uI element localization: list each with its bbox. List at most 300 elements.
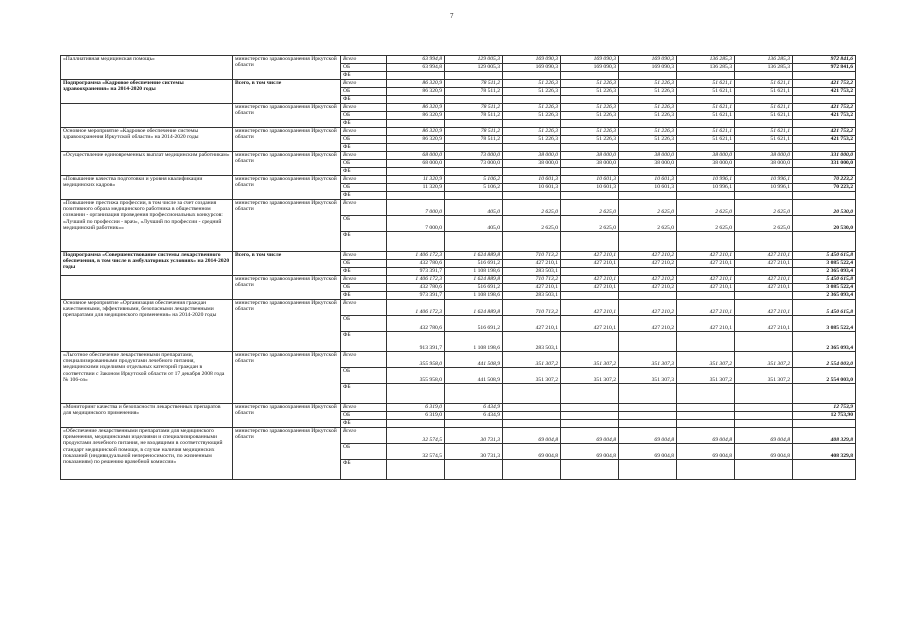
amount-cell: 69 004,8	[619, 444, 677, 460]
amount-cell: 63 994,8	[387, 64, 445, 72]
amount-cell: 972 841,6	[793, 64, 856, 72]
amount-cell: 136 285,3	[677, 56, 735, 64]
funding-source: ФБ	[341, 120, 387, 128]
amount-cell: 51 226,3	[503, 88, 561, 96]
amount-cell: 86 320,9	[387, 128, 445, 136]
measure-name: «Повышение качества подготовки и уровня квалификации медицинских кадров»	[61, 176, 233, 200]
amount-cell: 38 000,0	[735, 160, 793, 168]
amount-cell: 51 226,3	[561, 136, 619, 144]
amount-cell: 38 000,0	[619, 152, 677, 160]
amount-cell	[735, 404, 793, 412]
amount-cell: 427 210,2	[619, 252, 677, 260]
amount-cell	[677, 192, 735, 200]
amount-cell: 38 000,0	[677, 152, 735, 160]
amount-cell: 7 000,0	[387, 200, 445, 216]
amount-cell: 51 621,1	[677, 112, 735, 120]
amount-cell: 516 691,2	[445, 316, 503, 332]
amount-cell: 1 108 198,6	[445, 292, 503, 300]
funding-source: ОБ	[341, 136, 387, 144]
amount-cell	[503, 232, 561, 252]
amount-cell: 6 434,9	[445, 412, 503, 420]
amount-cell: 432 780,6	[387, 284, 445, 292]
amount-cell: 516 691,2	[445, 260, 503, 268]
amount-cell: 3 085 522,4	[793, 260, 856, 268]
amount-cell: 73 000,0	[445, 160, 503, 168]
amount-cell	[619, 292, 677, 300]
amount-cell: 6 319,0	[387, 412, 445, 420]
funding-source: Всего	[341, 276, 387, 284]
amount-cell: 331 000,0	[793, 152, 856, 160]
amount-cell: 51 621,1	[735, 88, 793, 96]
amount-cell: 1 108 198,6	[445, 268, 503, 276]
amount-cell: 2 625,0	[619, 216, 677, 232]
amount-cell: 2 625,0	[735, 216, 793, 232]
amount-cell: 710 713,2	[503, 252, 561, 260]
amount-cell: 427 210,1	[677, 260, 735, 268]
amount-cell: 10 601,3	[503, 176, 561, 184]
measure-name	[61, 276, 233, 300]
amount-cell: 421 753,2	[793, 136, 856, 144]
amount-cell: 432 780,6	[387, 260, 445, 268]
amount-cell	[387, 232, 445, 252]
funding-source: ОБ	[341, 368, 387, 384]
funding-source: ФБ	[341, 144, 387, 152]
amount-cell	[387, 460, 445, 480]
amount-cell	[561, 412, 619, 420]
amount-cell: 972 841,6	[793, 56, 856, 64]
amount-cell	[445, 420, 503, 428]
amount-cell: 2 365 093,4	[793, 332, 856, 352]
funding-source: ОБ	[341, 444, 387, 460]
amount-cell	[387, 168, 445, 176]
amount-cell	[677, 404, 735, 412]
amount-cell	[793, 120, 856, 128]
funding-source: ОБ	[341, 112, 387, 120]
funding-source: Всего	[341, 428, 387, 444]
amount-cell: 30 731,3	[445, 444, 503, 460]
table-row	[61, 300, 856, 316]
executor: министерство здравоохранения Иркутской области	[233, 128, 341, 152]
funding-source: ОБ	[341, 284, 387, 292]
executor: министерство здравоохранения Иркутской области	[233, 404, 341, 428]
amount-cell: 405,0	[445, 216, 503, 232]
amount-cell: 351 307,2	[561, 368, 619, 384]
table-row	[61, 176, 856, 184]
amount-cell: 421 753,2	[793, 80, 856, 88]
amount-cell: 51 226,3	[503, 128, 561, 136]
amount-cell: 51 226,3	[561, 112, 619, 120]
amount-cell	[561, 72, 619, 80]
budget-table	[60, 55, 856, 480]
funding-source: ФБ	[341, 192, 387, 200]
funding-source: ФБ	[341, 420, 387, 428]
executor: министерство здравоохранения Иркутской области	[233, 152, 341, 176]
amount-cell: 69 004,8	[677, 444, 735, 460]
amount-cell	[677, 412, 735, 420]
funding-source: ФБ	[341, 332, 387, 352]
amount-cell: 516 691,2	[445, 284, 503, 292]
amount-cell	[677, 144, 735, 152]
amount-cell	[677, 168, 735, 176]
amount-cell: 331 000,0	[793, 160, 856, 168]
amount-cell: 51 226,3	[561, 80, 619, 88]
measure-name: Основное мероприятие «Организация обеспечения граждан качественными, эффективными, безопасными лекарственными препаратами для медицинского применения» на 2014-2020 годы	[61, 300, 233, 352]
amount-cell	[793, 144, 856, 152]
funding-source: Всего	[341, 404, 387, 412]
amount-cell	[619, 168, 677, 176]
amount-cell	[561, 168, 619, 176]
amount-cell: 405,0	[445, 200, 503, 216]
amount-cell: 51 226,3	[619, 136, 677, 144]
funding-source: ФБ	[341, 168, 387, 176]
amount-cell: 51 226,3	[503, 112, 561, 120]
funding-source: ФБ	[341, 384, 387, 404]
amount-cell	[735, 96, 793, 104]
funding-source: ОБ	[341, 160, 387, 168]
amount-cell: 427 210,2	[619, 316, 677, 332]
amount-cell: 427 210,1	[503, 260, 561, 268]
amount-cell: 2 365 093,4	[793, 292, 856, 300]
amount-cell	[561, 120, 619, 128]
amount-cell: 136 285,3	[735, 56, 793, 64]
amount-cell	[561, 332, 619, 352]
amount-cell: 69 004,8	[561, 428, 619, 444]
measure-name: «Повышение престижа профессии, в том числе за счет создания позитивного образа медицинского работника в общественном сознании - организация проведения профессиональных конкурсов: «Лучший по профессии - врач», «Лучший по профессии - средний медицинский работник»»	[61, 200, 233, 252]
amount-cell: 3 085 522,4	[793, 316, 856, 332]
amount-cell	[677, 96, 735, 104]
amount-cell: 70 223,2	[793, 176, 856, 184]
amount-cell: 78 511,2	[445, 80, 503, 88]
amount-cell	[445, 192, 503, 200]
amount-cell: 129 005,3	[445, 64, 503, 72]
amount-cell: 427 210,1	[503, 316, 561, 332]
amount-cell: 351 307,2	[677, 352, 735, 368]
amount-cell: 51 226,3	[619, 128, 677, 136]
amount-cell	[619, 192, 677, 200]
amount-cell: 136 285,3	[677, 64, 735, 72]
amount-cell: 136 285,3	[735, 64, 793, 72]
amount-cell: 351 307,2	[503, 352, 561, 368]
amount-cell	[793, 460, 856, 480]
amount-cell	[619, 120, 677, 128]
amount-cell	[793, 420, 856, 428]
amount-cell: 2 365 093,4	[793, 268, 856, 276]
amount-cell: 421 753,2	[793, 128, 856, 136]
amount-cell	[677, 120, 735, 128]
amount-cell: 441 508,9	[445, 368, 503, 384]
amount-cell: 1 108 198,6	[445, 332, 503, 352]
amount-cell: 38 000,0	[561, 160, 619, 168]
amount-cell: 427 210,1	[677, 316, 735, 332]
amount-cell: 351 307,2	[735, 352, 793, 368]
amount-cell	[445, 232, 503, 252]
amount-cell: 2 625,0	[503, 200, 561, 216]
amount-cell	[503, 168, 561, 176]
amount-cell: 355 958,0	[387, 352, 445, 368]
amount-cell	[735, 412, 793, 420]
funding-source: ФБ	[341, 268, 387, 276]
amount-cell	[445, 120, 503, 128]
amount-cell: 427 210,1	[677, 284, 735, 292]
amount-cell	[387, 72, 445, 80]
funding-source: ОБ	[341, 260, 387, 268]
amount-cell: 73 000,0	[445, 152, 503, 160]
amount-cell: 5 450 615,8	[793, 276, 856, 284]
funding-source: Всего	[341, 80, 387, 88]
amount-cell: 441 508,9	[445, 352, 503, 368]
amount-cell	[445, 384, 503, 404]
amount-cell: 51 621,1	[735, 104, 793, 112]
amount-cell: 351 307,2	[561, 352, 619, 368]
amount-cell	[503, 72, 561, 80]
amount-cell: 86 320,9	[387, 104, 445, 112]
measure-name: «Обеспечение лекарственными препаратами для медицинского применения, медицинскими изделиями и специализированными продуктами лечебного питания, не входящими в соответствующий стандарт медицинской помощи, в случае наличия медицинских показаний (индивидуальной непереносимости, по жизненным показаниям) по решению врачебной комиссии»	[61, 428, 233, 480]
amount-cell	[561, 420, 619, 428]
amount-cell: 351 307,3	[619, 352, 677, 368]
amount-cell: 1 406 172,3	[387, 276, 445, 284]
amount-cell: 169 090,3	[619, 64, 677, 72]
amount-cell	[445, 460, 503, 480]
amount-cell: 51 226,3	[503, 136, 561, 144]
amount-cell: 38 000,0	[503, 160, 561, 168]
amount-cell: 427 210,1	[561, 260, 619, 268]
amount-cell: 12 753,90	[793, 412, 856, 420]
amount-cell: 351 307,3	[619, 368, 677, 384]
amount-cell: 51 621,1	[677, 88, 735, 96]
amount-cell: 2 625,0	[561, 200, 619, 216]
amount-cell	[619, 144, 677, 152]
funding-source: ОБ	[341, 216, 387, 232]
amount-cell: 51 621,1	[735, 136, 793, 144]
amount-cell: 1 406 172,3	[387, 252, 445, 260]
amount-cell: 427 210,1	[735, 276, 793, 284]
amount-cell: 169 090,3	[503, 56, 561, 64]
amount-cell: 427 210,1	[677, 252, 735, 260]
amount-cell	[793, 232, 856, 252]
amount-cell	[677, 384, 735, 404]
amount-cell	[561, 192, 619, 200]
executor: Всего, в том числе	[233, 252, 341, 276]
amount-cell: 51 226,3	[619, 104, 677, 112]
amount-cell	[619, 232, 677, 252]
amount-cell: 69 004,8	[619, 428, 677, 444]
amount-cell: 12 753,9	[793, 404, 856, 412]
amount-cell	[793, 96, 856, 104]
amount-cell: 421 753,2	[793, 88, 856, 96]
amount-cell	[735, 120, 793, 128]
amount-cell	[387, 96, 445, 104]
amount-cell: 2 625,0	[619, 200, 677, 216]
amount-cell	[793, 384, 856, 404]
amount-cell: 86 320,9	[387, 88, 445, 96]
amount-cell: 11 320,9	[387, 184, 445, 192]
amount-cell	[619, 460, 677, 480]
amount-cell	[445, 96, 503, 104]
funding-source: Всего	[341, 128, 387, 136]
amount-cell: 427 210,1	[561, 276, 619, 284]
amount-cell	[445, 144, 503, 152]
measure-name	[61, 104, 233, 128]
amount-cell: 2 625,0	[677, 200, 735, 216]
table-row	[61, 104, 856, 112]
amount-cell	[677, 232, 735, 252]
amount-cell: 86 320,9	[387, 80, 445, 88]
amount-cell: 51 226,3	[619, 112, 677, 120]
measure-name: «Паллиативная медицинская помощь»	[61, 56, 233, 80]
amount-cell	[619, 412, 677, 420]
amount-cell: 2 625,0	[503, 216, 561, 232]
amount-cell	[445, 72, 503, 80]
amount-cell: 2 625,0	[677, 216, 735, 232]
funding-source: Всего	[341, 176, 387, 184]
amount-cell: 427 210,1	[561, 300, 619, 316]
amount-cell: 421 753,2	[793, 112, 856, 120]
table-row	[61, 128, 856, 136]
table-row	[61, 428, 856, 444]
amount-cell	[793, 168, 856, 176]
amount-cell	[387, 192, 445, 200]
amount-cell	[735, 420, 793, 428]
amount-cell: 427 210,2	[619, 260, 677, 268]
amount-cell: 69 004,8	[561, 444, 619, 460]
funding-source: ОБ	[341, 316, 387, 332]
amount-cell: 5 450 615,8	[793, 300, 856, 316]
table-row	[61, 252, 856, 260]
amount-cell: 10 996,1	[677, 176, 735, 184]
executor: министерство здравоохранения Иркутской области	[233, 276, 341, 300]
funding-source: Всего	[341, 200, 387, 216]
funding-source: Всего	[341, 152, 387, 160]
amount-cell	[561, 268, 619, 276]
amount-cell	[735, 192, 793, 200]
executor: министерство здравоохранения Иркутской области	[233, 104, 341, 128]
amount-cell	[561, 404, 619, 412]
amount-cell: 69 004,8	[503, 428, 561, 444]
amount-cell: 2 554 003,0	[793, 352, 856, 368]
amount-cell: 427 210,1	[561, 284, 619, 292]
amount-cell: 427 210,1	[735, 300, 793, 316]
amount-cell	[503, 96, 561, 104]
funding-source: ОБ	[341, 412, 387, 420]
amount-cell	[561, 144, 619, 152]
amount-cell: 973 391,7	[387, 268, 445, 276]
amount-cell: 3 085 522,4	[793, 284, 856, 292]
amount-cell	[735, 460, 793, 480]
amount-cell: 78 511,2	[445, 88, 503, 96]
table-row	[61, 56, 856, 64]
amount-cell: 51 621,1	[677, 80, 735, 88]
amount-cell	[677, 72, 735, 80]
amount-cell: 427 210,1	[735, 284, 793, 292]
amount-cell: 63 994,8	[387, 56, 445, 64]
amount-cell: 408 329,8	[793, 428, 856, 444]
amount-cell: 169 090,3	[619, 56, 677, 64]
amount-cell: 1 406 172,3	[387, 300, 445, 316]
amount-cell: 51 226,3	[561, 128, 619, 136]
amount-cell	[387, 384, 445, 404]
amount-cell	[677, 420, 735, 428]
amount-cell	[793, 72, 856, 80]
amount-cell: 32 574,5	[387, 444, 445, 460]
table-row	[61, 276, 856, 284]
page-number: 7	[450, 12, 454, 20]
amount-cell	[503, 120, 561, 128]
amount-cell: 10 601,3	[619, 184, 677, 192]
amount-cell	[387, 420, 445, 428]
measure-name: «Мониторинг качества и безопасности лекарственных препаратов для медицинского применения»	[61, 404, 233, 428]
amount-cell: 351 307,2	[503, 368, 561, 384]
amount-cell	[677, 460, 735, 480]
amount-cell: 38 000,0	[503, 152, 561, 160]
amount-cell: 169 090,3	[561, 64, 619, 72]
amount-cell: 32 574,5	[387, 428, 445, 444]
funding-source: ФБ	[341, 72, 387, 80]
amount-cell	[503, 384, 561, 404]
amount-cell	[503, 420, 561, 428]
amount-cell	[387, 144, 445, 152]
amount-cell: 10 601,3	[619, 176, 677, 184]
amount-cell	[387, 120, 445, 128]
amount-cell: 11 320,9	[387, 176, 445, 184]
amount-cell: 10 996,1	[735, 176, 793, 184]
amount-cell: 86 320,9	[387, 112, 445, 120]
amount-cell: 30 731,3	[445, 428, 503, 444]
executor: министерство здравоохранения Иркутской области	[233, 200, 341, 252]
amount-cell: 51 621,1	[677, 104, 735, 112]
amount-cell: 51 621,1	[735, 128, 793, 136]
amount-cell: 427 210,1	[677, 276, 735, 284]
amount-cell: 38 000,0	[619, 160, 677, 168]
amount-cell: 5 106,2	[445, 176, 503, 184]
amount-cell	[561, 384, 619, 404]
executor: министерство здравоохранения Иркутской области	[233, 176, 341, 200]
amount-cell: 51 621,1	[735, 112, 793, 120]
amount-cell	[735, 384, 793, 404]
amount-cell: 70 223,2	[793, 184, 856, 192]
amount-cell: 129 005,3	[445, 56, 503, 64]
amount-cell: 1 624 889,8	[445, 300, 503, 316]
funding-source: ФБ	[341, 96, 387, 104]
funding-source: Всего	[341, 56, 387, 64]
amount-cell: 427 210,2	[619, 284, 677, 292]
amount-cell	[735, 232, 793, 252]
amount-cell: 710 713,2	[503, 276, 561, 284]
table-row	[61, 200, 856, 216]
amount-cell: 2 625,0	[735, 200, 793, 216]
amount-cell: 2 554 003,0	[793, 368, 856, 384]
amount-cell: 169 090,3	[503, 64, 561, 72]
amount-cell: 427 210,1	[503, 284, 561, 292]
amount-cell: 351 307,2	[735, 368, 793, 384]
funding-source: ФБ	[341, 460, 387, 480]
amount-cell	[503, 404, 561, 412]
amount-cell: 10 601,3	[561, 176, 619, 184]
amount-cell	[677, 332, 735, 352]
amount-cell: 68 000,0	[387, 152, 445, 160]
amount-cell: 283 503,1	[503, 268, 561, 276]
amount-cell	[503, 192, 561, 200]
amount-cell: 427 210,2	[619, 276, 677, 284]
measure-name: «Льготное обеспечение лекарственными препаратами, специализированными продуктами лечебного питания, медицинскими изделиями отдельных категорий граждан в соответствии с Законом Иркутской области от 17 декабря 2008 года № 106-оз»	[61, 352, 233, 404]
amount-cell: 51 621,1	[735, 80, 793, 88]
amount-cell: 69 004,8	[677, 428, 735, 444]
amount-cell: 51 226,3	[561, 88, 619, 96]
amount-cell: 427 210,2	[619, 300, 677, 316]
amount-cell: 20 530,0	[793, 200, 856, 216]
amount-cell: 51 621,1	[677, 136, 735, 144]
amount-cell: 78 511,2	[445, 128, 503, 136]
amount-cell	[793, 192, 856, 200]
